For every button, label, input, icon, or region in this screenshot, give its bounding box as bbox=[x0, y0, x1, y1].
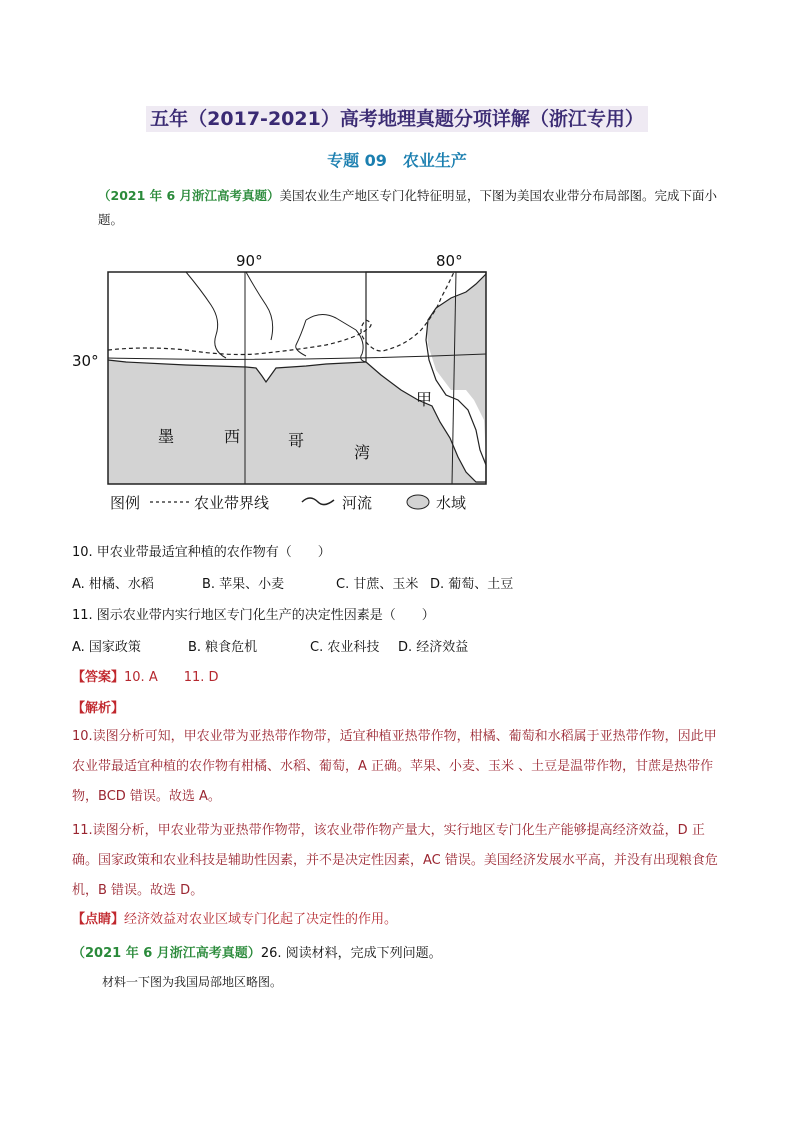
topic-title: 专题 09 农业生产 bbox=[327, 151, 467, 170]
question-11-stem: 11. 图示农业带内实行地区专门化生产的决定性因素是（ ） bbox=[72, 608, 435, 623]
intro-source: （2021 年 6 月浙江高考真题） bbox=[98, 188, 280, 203]
map-svg bbox=[66, 250, 506, 520]
page-title: 五年（2017-2021）高考地理真题分项详解（浙江专用） bbox=[0, 104, 794, 131]
analysis-p10: 10.读图分析可知，甲农业带为亚热带作物带，适宜种植亚热带作物，柑橘、葡萄和水稻属于亚热带作物，因此甲农业带最适宜种植的农作物有柑橘、水稻、葡萄，A 正确。苹果、小麦、玉米 、土豆是温带作物，甘蔗是热带作物，BCD 错误。故选 A。 bbox=[72, 729, 717, 804]
answer-label: 【答案】 bbox=[72, 670, 125, 685]
tip-line bbox=[72, 908, 397, 927]
agriculture-belt-map bbox=[66, 250, 506, 520]
next-source: （2021 年 6 月浙江高考真题） bbox=[72, 946, 261, 961]
q10-option-b: B. 苹果、小麦 bbox=[202, 577, 285, 592]
region-jia-label: 甲 bbox=[416, 390, 433, 409]
lon-80-label: 80° bbox=[436, 252, 463, 270]
q10-option-d: D. 葡萄、土豆 bbox=[430, 577, 514, 592]
gulf-label-ge: 哥 bbox=[288, 431, 305, 450]
analysis-p11: 11.读图分析，甲农业带为亚热带作物带，该农业带作物产量大，实行地区专门化生产能够提高经济效益，D 正确。国家政策和农业科技是辅助性因素，并不是决定性因素，AC 错误。美国经济发展水平高，并没有出现粮食危机，B 错误。故选 D。 bbox=[72, 823, 718, 898]
legend-water-icon bbox=[407, 495, 429, 509]
question-10-stem: 10. 甲农业带最适宜种植的农作物有（ ） bbox=[72, 545, 331, 560]
legend-river-icon bbox=[302, 498, 334, 505]
next-question-line bbox=[72, 942, 442, 961]
river-5 bbox=[246, 272, 273, 340]
river-2 bbox=[296, 320, 306, 356]
legend-title: 图例 bbox=[110, 494, 141, 512]
river-4 bbox=[356, 330, 366, 362]
q10-option-c: C. 甘蔗、玉米 bbox=[336, 577, 419, 592]
gulf-label-mo: 墨 bbox=[158, 427, 175, 446]
q10-option-a: A. 柑橘、水稻 bbox=[72, 577, 154, 592]
q11-option-b: B. 粮食危机 bbox=[188, 640, 258, 655]
river-1 bbox=[186, 272, 226, 358]
legend-water-label: 水域 bbox=[436, 494, 467, 512]
intro-paragraph bbox=[98, 184, 724, 232]
answer-line bbox=[72, 666, 219, 685]
tip-text: 经济效益对农业区域专门化起了决定性的作用。 bbox=[124, 912, 398, 927]
legend-river-label: 河流 bbox=[342, 494, 373, 512]
gulf-label-wan: 湾 bbox=[354, 443, 371, 462]
answer-text: 10. A 11. D bbox=[124, 670, 219, 685]
lon-90-label: 90° bbox=[236, 252, 263, 270]
q11-option-d: D. 经济效益 bbox=[398, 640, 469, 655]
q11-option-a: A. 国家政策 bbox=[72, 640, 141, 655]
analysis-label: 【解析】 bbox=[72, 701, 125, 716]
next-text: 26. 阅读材料，完成下列问题。 bbox=[260, 946, 442, 961]
legend-boundary-label: 农业带界线 bbox=[194, 494, 270, 512]
river-3 bbox=[306, 314, 356, 330]
q11-option-c: C. 农业科技 bbox=[310, 640, 380, 655]
tip-label: 【点睛】 bbox=[72, 912, 125, 927]
gulf-label-xi: 西 bbox=[224, 427, 241, 446]
intro-text: 美国农业生产地区专门化特征明显，下图为美国农业带分布局部图。完成下面小题。 bbox=[98, 188, 718, 227]
lat-30-label: 30° bbox=[72, 352, 99, 370]
material-line: 材料一下图为我国局部地区略图。 bbox=[102, 975, 283, 989]
